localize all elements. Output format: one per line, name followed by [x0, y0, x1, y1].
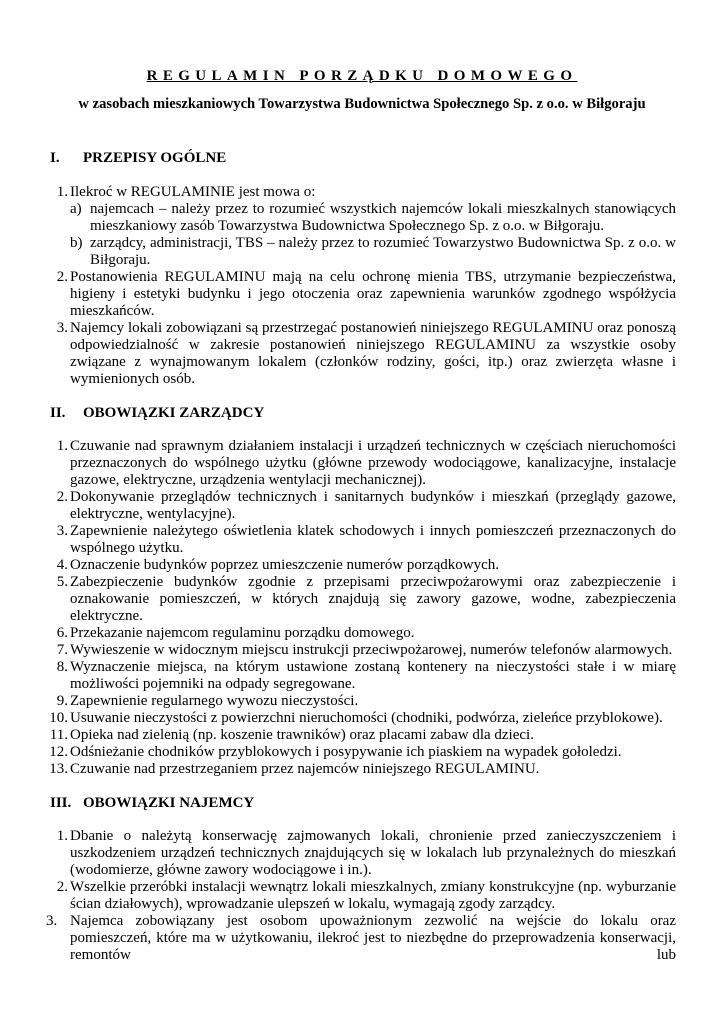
section-list — [46, 184, 676, 388]
section-title: PRZEPISY OGÓLNE — [83, 150, 227, 166]
list-item: 3. Zapewnienie należytego oświetlenia klatek schodowych i innych pomieszczeń przeznaczonych do wspólnego użytku. — [56, 523, 676, 556]
sub-item: a) najemcach – należy przez to rozumieć wszystkich najemców lokali mieszkalnych stanowiących mieszkaniowy zasób Towarzystwa Budownictwa Społecznego Sp. z o.o. w Biłgoraju. — [70, 201, 676, 234]
sub-item: b) zarządcy, administracji, TBS – należy przez to rozumieć Towarzystwo Budownictwa Sp. z o.o. w Biłgoraju. — [70, 235, 676, 268]
list-item: 12. Odśnieżanie chodników przyblokowych i posypywanie ich piaskiem na wypadek gołoledzi. — [49, 744, 622, 760]
document-subtitle: w zasobach mieszkaniowych Towarzystwa Budownictwa Społecznego Sp. z o.o. w Biłgoraju — [78, 96, 646, 112]
section-number: I. — [50, 150, 60, 166]
list-item: 11. Opieka nad zielenią (np. koszenie trawników) oraz placami zabaw dla dzieci. — [49, 727, 534, 743]
item-text: Najemca zobowiązany jest osobom upoważnionym zezwolić na wejście do lokalu oraz pomieszczeń, które ma w użytkowaniu, ilekroć jest to niezbędne do przeprowadzenia konserwacji, remontów lub — [70, 913, 676, 963]
list-item: 10. Usuwanie nieczystości z powierzchni nieruchomości (chodniki, podwórza, zieleńce przyblokowe). — [49, 710, 663, 726]
item-text: Usuwanie nieczystości z powierzchni nieruchomości (chodniki, podwórza, zieleńce przyblokowe). — [70, 710, 663, 726]
section-heading — [50, 150, 226, 167]
section-list — [46, 438, 676, 778]
item-text: Przekazanie najemcom regulaminu porządku domowego. — [70, 625, 415, 641]
list-item: 3. Najemca zobowiązany jest osobom upoważnionym zezwolić na wejście do lokalu oraz pomieszczeń, które ma w użytkowaniu, ilekroć jest to niezbędne do przeprowadzenia konserwacji, remontów lub — [46, 913, 676, 963]
sub-item-text: zarządcy, administracji, TBS – należy przez to rozumieć Towarzystwo Budownictwa Sp. z o.o. w Biłgoraju. — [90, 235, 676, 268]
section-list — [46, 828, 676, 964]
item-text: Zapewnienie regularnego wywozu nieczystości. — [70, 693, 359, 709]
item-text: Postanowienia REGULAMINU mają na celu ochronę mienia TBS, utrzymanie bezpieczeństwa, higieny i estetyki budynku i jego otoczenia oraz zapewnienia warunków zgodnego współżycia mieszkańców. — [70, 269, 676, 319]
list-item: 7. Wywieszenie w widocznym miejscu instrukcji przeciwpożarowej, numerów telefonów alarmowych. — [56, 642, 673, 658]
section-heading — [50, 405, 264, 422]
list-item: 1. Dbanie o należytą konserwację zajmowanych lokali, chronienie przed zanieczyszczeniem i uszkodzeniem urządzeń technicznych znajdujących się w lokalach lub przynależnych do mieszkań (wodomierze, główne zawory wodociągowe i in.). — [56, 828, 676, 878]
list-item: 5. Zabezpieczenie budynków zgodnie z przepisami przeciwpożarowymi oraz zabezpieczenie i oznakowanie pomieszczeń, w których znajdują się zawory gazowe, wodne, zabezpieczenia elektryczne. — [56, 574, 676, 624]
list-item: 8. Wyznaczenie miejsca, na którym ustawione zostaną kontenery na nieczystości stałe i w miarę możliwości pojemniki na odpady segregowane. — [56, 659, 676, 692]
item-text: Oznaczenie budynków poprzez umieszczenie numerów porządkowych. — [70, 557, 499, 573]
list-item: 2. Dokonywanie przeglądów technicznych i sanitarnych budynków i mieszkań (przeglądy gazowe, elektryczne, wentylacyjne). — [56, 489, 676, 522]
item-text: Czuwanie nad sprawnym działaniem instalacji i urządzeń technicznych w częściach nieruchomości przeznaczonych do wspólnego użytku (główne przewody wodociągowe, kanalizacyjne, instalacje gazowe, elektryczne, urządzenia wentylacji mechanicznej). — [70, 438, 676, 488]
list-item: 1. Czuwanie nad sprawnym działaniem instalacji i urządzeń technicznych w częściach nieruchomości przeznaczonych do wspólnego użytku (główne przewody wodociągowe, kanalizacyjne, instalacje gazowe, elektryczne, urządzenia wentylacji mechanicznej). — [56, 438, 676, 488]
item-text: Wyznaczenie miejsca, na którym ustawione zostaną kontenery na nieczystości stałe i w miarę możliwości pojemniki na odpady segregowane. — [70, 659, 676, 692]
item-text: Zapewnienie należytego oświetlenia klatek schodowych i innych pomieszczeń przeznaczonych do wspólnego użytku. — [70, 523, 676, 556]
item-text: Zabezpieczenie budynków zgodnie z przepisami przeciwpożarowymi oraz zabezpieczenie i oznakowanie pomieszczeń, w których znajdują się zawory gazowe, wodne, zabezpieczenia elektryczne. — [70, 574, 676, 624]
list-item: 9. Zapewnienie regularnego wywozu nieczystości. — [56, 693, 359, 709]
item-text: Odśnieżanie chodników przyblokowych i posypywanie ich piaskiem na wypadek gołoledzi. — [70, 744, 622, 760]
item-text: Wywieszenie w widocznym miejscu instrukcji przeciwpożarowej, numerów telefonów alarmowych. — [70, 642, 673, 658]
section-title: OBOWIĄZKI NAJEMCY — [83, 795, 255, 811]
section-title: OBOWIĄZKI ZARZĄDCY — [83, 405, 265, 421]
item-text: Dbanie o należytą konserwację zajmowanych lokali, chronienie przed zanieczyszczeniem i uszkodzeniem urządzeń technicznych znajdujących się w lokalach lub przynależnych do mieszkań (wodomierze, główne zawory wodociągowe i in.). — [70, 828, 676, 878]
section-heading — [50, 795, 254, 812]
item-text: Ilekroć w REGULAMINIE jest mowa o: — [70, 184, 316, 200]
sub-item-text: najemcach – należy przez to rozumieć wszystkich najemców lokali mieszkalnych stanowiących mieszkaniowy zasób Towarzystwa Budownictwa Społecznego Sp. z o.o. w Biłgoraju. — [90, 201, 676, 234]
item-text: Opieka nad zielenią (np. koszenie trawników) oraz placami zabaw dla dzieci. — [70, 727, 534, 743]
section-number: II. — [50, 405, 66, 421]
list-item: 4. Oznaczenie budynków poprzez umieszczenie numerów porządkowych. — [56, 557, 499, 573]
item-text: Najemcy lokali zobowiązani są przestrzegać postanowień niniejszego REGULAMINU oraz ponoszą odpowiedzialność w zakresie postanowień niniejszego REGULAMINU za wszystkie osoby związane z wynajmowanym lokalem (członków rodziny, gości, itp.) oraz zwierzęta własne i wymienionych osób. — [70, 320, 676, 387]
list-item: 13. Czuwanie nad przestrzeganiem przez najemców niniejszego REGULAMINU. — [49, 761, 540, 777]
list-item: 1. Ilekroć w REGULAMINIE jest mowa o: a) najemcach – należy przez to rozumieć wszystkich najemców lokali mieszkalnych stanowiących mieszkaniowy zasób Towarzystwa Budownictwa Społecznego Sp. z o.o. w Biłgoraju. b) zarządcy, administracji, TBS – należy przez to rozumieć Towarzystwo Budownictwa Sp. z o.o. w Biłgoraju. — [56, 184, 676, 268]
list-item: 3. Najemcy lokali zobowiązani są przestrzegać postanowień niniejszego REGULAMINU oraz ponoszą odpowiedzialność w zakresie postanowień niniejszego REGULAMINU za wszystkie osoby związane z wynajmowanym lokalem (członków rodziny, gości, itp.) oraz zwierzęta własne i wymienionych osób. — [56, 320, 676, 387]
list-item: 2. Wszelkie przeróbki instalacji wewnątrz lokali mieszkalnych, zmiany konstrukcyjne (np. wyburzanie ścian działowych), wprowadzanie ulepszeń w lokalu, wymagają zgody zarządcy. — [56, 879, 676, 912]
list-item: 2. Postanowienia REGULAMINU mają na celu ochronę mienia TBS, utrzymanie bezpieczeństwa, higieny i estetyki budynku i jego otoczenia oraz zapewnienia warunków zgodnego współżycia mieszkańców. — [56, 269, 676, 319]
item-text: Dokonywanie przeglądów technicznych i sanitarnych budynków i mieszkań (przeglądy gazowe, elektryczne, wentylacyjne). — [70, 489, 676, 522]
list-item: 6. Przekazanie najemcom regulaminu porządku domowego. — [56, 625, 415, 641]
section-number: III. — [50, 795, 72, 811]
item-text: Wszelkie przeróbki instalacji wewnątrz lokali mieszkalnych, zmiany konstrukcyjne (np. wyburzanie ścian działowych), wprowadzanie ulepszeń w lokalu, wymagają zgody zarządcy. — [70, 879, 676, 912]
item-text: Czuwanie nad przestrzeganiem przez najemców niniejszego REGULAMINU. — [70, 761, 540, 777]
document-title: REGULAMIN PORZĄDKU DOMOWEGO — [146, 68, 578, 84]
